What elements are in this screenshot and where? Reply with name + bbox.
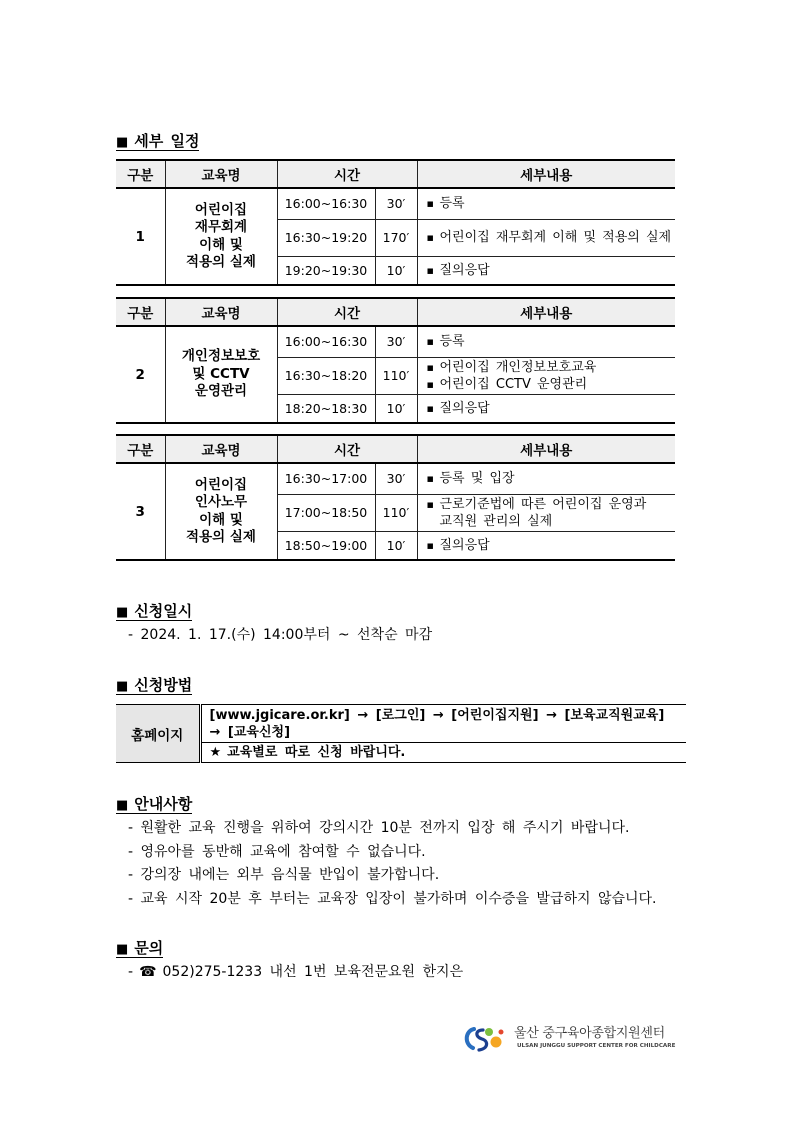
duration: 30′ xyxy=(375,326,417,357)
header-time: 시간 xyxy=(277,160,417,188)
time-range: 16:00~16:30 xyxy=(277,188,375,219)
bullet-icon: ▪ xyxy=(426,497,434,511)
detail-item xyxy=(427,400,676,417)
contact-dash: - xyxy=(128,964,134,980)
detail-text: 어린이집 재무회계 이해 및 적용의 실제 xyxy=(439,230,672,245)
table-header-row xyxy=(116,298,675,326)
time-range: 17:00~18:50 xyxy=(277,494,375,531)
session-number: 2 xyxy=(116,326,165,423)
course-name-line: 어린이집 xyxy=(194,201,248,218)
course-name-line: 이해 및 xyxy=(199,236,243,253)
detail-cell xyxy=(417,188,675,219)
header-detail: 세부내용 xyxy=(417,160,675,188)
detail-text: 질의응답 xyxy=(439,400,490,416)
apply-method-label: 홈페이지 xyxy=(116,705,200,763)
bullet-icon: ▪ xyxy=(426,377,434,391)
detail-cell xyxy=(417,394,675,423)
time-range: 16:30~18:20 xyxy=(277,357,375,394)
duration: 10′ xyxy=(375,531,417,560)
apply-note-text: 교육별로 따로 신청 바랍니다. xyxy=(227,745,406,760)
detail-item xyxy=(427,359,676,376)
section-heading-apply-method xyxy=(116,676,192,695)
section-title: 안내사항 xyxy=(134,795,193,813)
duration: 110′ xyxy=(375,494,417,531)
apply-date-text: - 2024. 1. 17.(수) 14:00부터 ~ 선착순 마감 xyxy=(128,627,433,643)
table-row xyxy=(116,463,675,494)
table-row xyxy=(116,326,675,357)
course-name xyxy=(165,188,277,285)
detail-item xyxy=(427,195,676,212)
apply-method-table xyxy=(116,704,686,763)
logo-red-dot xyxy=(499,1030,504,1035)
section-title: 신청일시 xyxy=(134,602,193,620)
header-time: 시간 xyxy=(277,298,417,326)
course-name-line: 개인정보보호 xyxy=(181,348,261,365)
apply-path-line: → [교육신청] xyxy=(209,724,291,740)
time-range: 18:20~18:30 xyxy=(277,394,375,423)
section-title: 문의 xyxy=(134,939,164,957)
header-detail: 세부내용 xyxy=(417,298,675,326)
childcare-center-logo-icon xyxy=(462,1024,506,1054)
contact-line xyxy=(128,963,463,981)
square-bullet-icon: ■ xyxy=(116,135,129,150)
logo-orange-dot xyxy=(491,1037,502,1048)
header-no: 구분 xyxy=(116,435,165,463)
detail-item xyxy=(427,470,676,487)
course-name-line: 및 CCTV xyxy=(192,365,250,382)
notice-item: - 강의장 내에는 외부 음식물 반입이 불가합니다. xyxy=(128,867,440,883)
square-bullet-icon: ■ xyxy=(116,679,129,694)
bullet-icon: ▪ xyxy=(426,335,434,349)
time-range: 16:00~16:30 xyxy=(277,326,375,357)
detail-item xyxy=(427,262,676,279)
detail-item xyxy=(427,537,676,554)
detail-text: 근로기준법에 따른 어린이집 운영과 xyxy=(439,496,647,512)
bullet-icon: ▪ xyxy=(426,401,434,415)
detail-text: 등록 xyxy=(439,334,465,350)
duration: 110′ xyxy=(375,357,417,394)
apply-path xyxy=(200,705,686,743)
course-name-line: 인사노무 xyxy=(194,494,248,510)
square-bullet-icon: ■ xyxy=(116,798,129,813)
header-course: 교육명 xyxy=(165,298,277,326)
detail-text: 등록 xyxy=(439,196,465,212)
detail-cell xyxy=(417,326,675,357)
time-range: 19:20~19:30 xyxy=(277,256,375,285)
apply-path-line: [www.jgicare.or.kr] → [로그인] → [어린이집지원] → [보육교직원교육] xyxy=(209,707,665,723)
course-name-line: 어린이집 xyxy=(194,476,248,493)
apply-note xyxy=(200,743,686,763)
notice-item: - 영유아를 동반해 교육에 참여할 수 없습니다. xyxy=(128,844,426,860)
detail-text: 어린이집 개인정보보호교육 xyxy=(439,359,597,375)
detail-item xyxy=(427,496,676,530)
detail-text: 등록 및 입장 xyxy=(439,471,515,487)
header-time: 시간 xyxy=(277,435,417,463)
course-name-line: 운영관리 xyxy=(194,383,248,400)
table-row xyxy=(116,743,686,763)
table-header-row xyxy=(116,160,675,188)
time-range: 16:30~19:20 xyxy=(277,219,375,256)
table-header-row xyxy=(116,435,675,463)
star-icon: ★ xyxy=(209,745,222,760)
course-name xyxy=(165,463,277,560)
table-row xyxy=(116,705,686,743)
detail-text: 질의응답 xyxy=(439,537,490,553)
course-name-line: 이해 및 xyxy=(199,511,243,528)
schedule-table-3 xyxy=(116,434,675,561)
session-number: 1 xyxy=(116,188,165,285)
duration: 30′ xyxy=(375,188,417,219)
logo-blue-arc xyxy=(467,1029,474,1048)
header-no: 구분 xyxy=(116,298,165,326)
bullet-icon: ▪ xyxy=(426,263,434,277)
time-range: 18:50~19:00 xyxy=(277,531,375,560)
bullet-icon: ▪ xyxy=(426,360,434,374)
duration: 30′ xyxy=(375,463,417,494)
detail-cell xyxy=(417,357,675,394)
header-course: 교육명 xyxy=(165,435,277,463)
section-heading-schedule xyxy=(116,132,199,151)
logo-name: 울산 중구육아종합지원센터 xyxy=(514,1026,665,1041)
notice-item: - 원활한 교육 진행을 위하여 강의시간 10분 전까지 입장 해 주시기 바랍니다. xyxy=(128,820,630,836)
session-number: 3 xyxy=(116,463,165,560)
phone-icon: ☎ xyxy=(139,964,157,980)
detail-item xyxy=(427,376,676,393)
detail-cell xyxy=(417,219,675,256)
header-detail: 세부내용 xyxy=(417,435,675,463)
square-bullet-icon: ■ xyxy=(116,942,129,957)
time-range: 16:30~17:00 xyxy=(277,463,375,494)
detail-cell xyxy=(417,463,675,494)
detail-cell xyxy=(417,256,675,285)
square-bullet-icon: ■ xyxy=(116,605,129,620)
detail-cell xyxy=(417,494,675,531)
logo-subtitle: ULSAN JUNGGU SUPPORT CENTER FOR CHILDCARE xyxy=(517,1043,676,1049)
header-course: 교육명 xyxy=(165,160,277,188)
notice-item: - 교육 시작 20분 후 부터는 교육장 입장이 불가하며 이수증을 발급하지 않습니다. xyxy=(128,891,657,907)
detail-cell xyxy=(417,531,675,560)
table-row xyxy=(116,188,675,219)
detail-item xyxy=(427,333,676,350)
contact-text: 052)275-1233 내선 1번 보육전문요원 한지은 xyxy=(162,964,464,980)
detail-text: 질의응답 xyxy=(439,262,490,278)
header-no: 구분 xyxy=(116,160,165,188)
detail-text: 교직원 관리의 실제 xyxy=(439,513,553,529)
bullet-icon: ▪ xyxy=(426,231,434,244)
duration: 10′ xyxy=(375,256,417,285)
logo-green-dot xyxy=(485,1028,493,1036)
schedule-table-1 xyxy=(116,159,675,286)
bullet-icon: ▪ xyxy=(426,538,434,552)
detail-text: 어린이집 CCTV 운영관리 xyxy=(439,376,588,392)
section-title: 세부 일정 xyxy=(134,132,200,150)
bullet-icon: ▪ xyxy=(426,197,434,211)
schedule-table-2 xyxy=(116,297,675,424)
section-title: 신청방법 xyxy=(134,676,193,694)
section-heading-contact xyxy=(116,939,163,958)
bullet-icon: ▪ xyxy=(426,472,434,486)
duration: 10′ xyxy=(375,394,417,423)
section-heading-notice xyxy=(116,795,192,814)
course-name xyxy=(165,326,277,423)
course-name-line: 적용의 실제 xyxy=(186,529,256,545)
duration: 170′ xyxy=(375,219,417,256)
detail-item xyxy=(427,229,676,246)
section-heading-apply-date xyxy=(116,602,192,621)
course-name-line: 재무회계 xyxy=(194,219,248,235)
course-name-line: 적용의 실제 xyxy=(186,254,256,270)
